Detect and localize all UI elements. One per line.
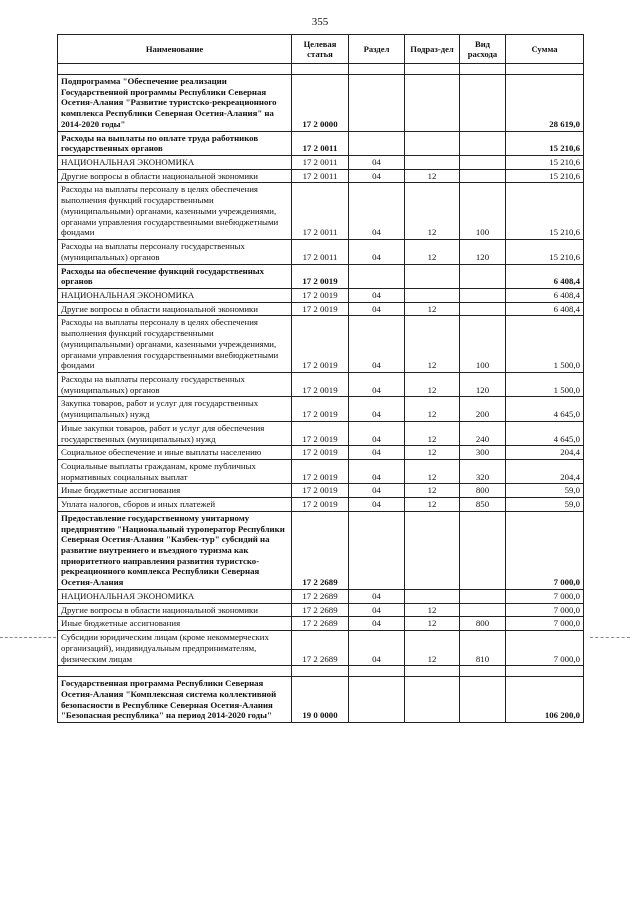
- cell-kind: [460, 288, 506, 302]
- cell-sum: 6 408,4: [506, 264, 584, 288]
- cell-kind: [460, 156, 506, 170]
- cell-subsection: 12: [405, 631, 460, 666]
- cell-sum: 15 210,6: [506, 131, 584, 155]
- cell-code: 17 2 0019: [292, 484, 349, 498]
- cell-section: 04: [349, 156, 405, 170]
- cell-name: Другие вопросы в области национальной экономики: [58, 302, 292, 316]
- cell-subsection: [405, 131, 460, 155]
- cell-name: Расходы на обеспечение функций государственных органов: [58, 264, 292, 288]
- cell-code: 17 2 0019: [292, 460, 349, 484]
- cell-section: 04: [349, 589, 405, 603]
- cell-name: Расходы на выплаты персоналу в целях обеспечения выполнения функций государственными (муниципальными) органами, казенными учреждениями, органами управления государственными внебюджетными фондами: [58, 316, 292, 373]
- scan-artifact-left: [0, 637, 56, 638]
- cell-sum: 59,0: [506, 498, 584, 512]
- cell-code: 17 2 2689: [292, 589, 349, 603]
- cell-section: 04: [349, 460, 405, 484]
- table-header: [58, 35, 584, 64]
- cell-sum: 6 408,4: [506, 302, 584, 316]
- cell-kind: 120: [460, 372, 506, 396]
- cell-sum: 15 210,6: [506, 240, 584, 264]
- cell-sum: 15 210,6: [506, 169, 584, 183]
- spacer-cell: [292, 666, 349, 677]
- table-row: [58, 498, 584, 512]
- cell-sum: 1 500,0: [506, 316, 584, 373]
- table-row: [58, 240, 584, 264]
- cell-subsection: 12: [405, 169, 460, 183]
- cell-kind: 100: [460, 183, 506, 240]
- cell-kind: 100: [460, 316, 506, 373]
- table-row: [58, 183, 584, 240]
- budget-table: [57, 34, 584, 723]
- spacer-cell: [58, 64, 292, 75]
- cell-kind: [460, 589, 506, 603]
- cell-subsection: 12: [405, 316, 460, 373]
- spacer-cell: [405, 64, 460, 75]
- table-row: [58, 631, 584, 666]
- cell-sum: 204,4: [506, 460, 584, 484]
- cell-sum: 15 210,6: [506, 183, 584, 240]
- cell-name: Расходы на выплаты персоналу в целях обеспечения выполнения функций государственными (муниципальными) органами, казенными учреждениями, органами управления государственными внебюджетными фондами: [58, 183, 292, 240]
- cell-subsection: 12: [405, 183, 460, 240]
- spacer-cell: [349, 64, 405, 75]
- cell-name: Расходы на выплаты персоналу государственных (муниципальных) органов: [58, 372, 292, 396]
- cell-name: Социальные выплаты гражданам, кроме публичных нормативных социальных выплат: [58, 460, 292, 484]
- cell-section: 04: [349, 397, 405, 421]
- table-body: [58, 64, 584, 723]
- cell-name: Иные закупки товаров, работ и услуг для обеспечения государственных (муниципальных) нужд: [58, 421, 292, 445]
- spacer-cell: [506, 666, 584, 677]
- cell-subsection: 12: [405, 498, 460, 512]
- cell-name: НАЦИОНАЛЬНАЯ ЭКОНОМИКА: [58, 589, 292, 603]
- table-row: [58, 302, 584, 316]
- cell-name: Подпрограмма "Обеспечение реализации Государственной программы Республики Северная Осетия-Алания "Развитие туристско-рекреационного комплекса Республики Северная Осетия-Алания" на 2014-2020 годы": [58, 75, 292, 132]
- cell-sum: 4 645,0: [506, 397, 584, 421]
- spacer-cell: [460, 64, 506, 75]
- table-row: [58, 589, 584, 603]
- cell-section: [349, 131, 405, 155]
- table-row: [58, 446, 584, 460]
- cell-code: 17 2 0019: [292, 397, 349, 421]
- cell-section: 04: [349, 302, 405, 316]
- cell-kind: [460, 131, 506, 155]
- cell-sum: 7 000,0: [506, 631, 584, 666]
- cell-section: 04: [349, 316, 405, 373]
- cell-subsection: 12: [405, 240, 460, 264]
- cell-name: Уплата налогов, сборов и иных платежей: [58, 498, 292, 512]
- cell-kind: 240: [460, 421, 506, 445]
- cell-kind: 810: [460, 631, 506, 666]
- table-row: [58, 131, 584, 155]
- cell-subsection: 12: [405, 603, 460, 617]
- cell-name: Иные бюджетные ассигнования: [58, 617, 292, 631]
- cell-kind: [460, 677, 506, 723]
- cell-sum: 7 000,0: [506, 511, 584, 589]
- cell-sum: 204,4: [506, 446, 584, 460]
- table-row: [58, 511, 584, 589]
- cell-section: 04: [349, 446, 405, 460]
- table-row: [58, 288, 584, 302]
- cell-subsection: [405, 156, 460, 170]
- cell-sum: 7 000,0: [506, 589, 584, 603]
- cell-subsection: [405, 677, 460, 723]
- cell-section: 04: [349, 421, 405, 445]
- table-row: [58, 156, 584, 170]
- cell-subsection: [405, 264, 460, 288]
- cell-code: 17 2 0019: [292, 372, 349, 396]
- cell-name: Другие вопросы в области национальной экономики: [58, 603, 292, 617]
- cell-section: 04: [349, 372, 405, 396]
- cell-sum: 7 000,0: [506, 603, 584, 617]
- header-subsection: Подраз-дел: [405, 35, 460, 64]
- cell-kind: 120: [460, 240, 506, 264]
- cell-sum: 1 500,0: [506, 372, 584, 396]
- spacer-row: [58, 666, 584, 677]
- cell-kind: 320: [460, 460, 506, 484]
- spacer-cell: [506, 64, 584, 75]
- cell-section: 04: [349, 498, 405, 512]
- cell-subsection: 12: [405, 397, 460, 421]
- cell-kind: [460, 302, 506, 316]
- cell-kind: 800: [460, 484, 506, 498]
- cell-subsection: 12: [405, 421, 460, 445]
- header-code: Целевая статья: [292, 35, 349, 64]
- cell-section: 04: [349, 617, 405, 631]
- cell-code: 19 0 0000: [292, 677, 349, 723]
- cell-section: 04: [349, 183, 405, 240]
- cell-section: 04: [349, 603, 405, 617]
- cell-name: Иные бюджетные ассигнования: [58, 484, 292, 498]
- cell-code: 17 2 0011: [292, 169, 349, 183]
- cell-name: Социальное обеспечение и иные выплаты населению: [58, 446, 292, 460]
- table-row: [58, 677, 584, 723]
- cell-code: 17 2 0011: [292, 183, 349, 240]
- cell-code: 17 2 0000: [292, 75, 349, 132]
- cell-section: 04: [349, 288, 405, 302]
- table-row: [58, 372, 584, 396]
- table-row: [58, 603, 584, 617]
- cell-name: Закупка товаров, работ и услуг для государственных (муниципальных) нужд: [58, 397, 292, 421]
- cell-kind: 800: [460, 617, 506, 631]
- cell-subsection: 12: [405, 617, 460, 631]
- cell-name: Расходы на выплаты по оплате труда работников государственных органов: [58, 131, 292, 155]
- cell-kind: 200: [460, 397, 506, 421]
- cell-subsection: 12: [405, 302, 460, 316]
- cell-code: 17 2 0019: [292, 446, 349, 460]
- table-row: [58, 397, 584, 421]
- spacer-cell: [292, 64, 349, 75]
- spacer-cell: [58, 666, 292, 677]
- cell-section: [349, 264, 405, 288]
- cell-section: 04: [349, 631, 405, 666]
- cell-sum: 59,0: [506, 484, 584, 498]
- cell-kind: 850: [460, 498, 506, 512]
- cell-sum: 7 000,0: [506, 617, 584, 631]
- cell-code: 17 2 2689: [292, 511, 349, 589]
- cell-section: [349, 677, 405, 723]
- cell-name: Другие вопросы в области национальной экономики: [58, 169, 292, 183]
- page-number: 355: [311, 16, 329, 28]
- cell-kind: 300: [460, 446, 506, 460]
- cell-kind: [460, 511, 506, 589]
- table-row: [58, 617, 584, 631]
- header-sum: Сумма: [506, 35, 584, 64]
- cell-subsection: 12: [405, 460, 460, 484]
- scan-artifact-right: [590, 637, 630, 638]
- spacer-cell: [349, 666, 405, 677]
- table-row: [58, 460, 584, 484]
- table-row: [58, 264, 584, 288]
- cell-sum: 4 645,0: [506, 421, 584, 445]
- cell-code: 17 2 2689: [292, 603, 349, 617]
- cell-kind: [460, 75, 506, 132]
- table-row: [58, 316, 584, 373]
- table-row: [58, 421, 584, 445]
- cell-name: НАЦИОНАЛЬНАЯ ЭКОНОМИКА: [58, 156, 292, 170]
- cell-section: [349, 511, 405, 589]
- cell-name: Субсидии юридическим лицам (кроме некоммерческих организаций), индивидуальным предпринимателям, физическим лицам: [58, 631, 292, 666]
- table-row: [58, 75, 584, 132]
- cell-name: Расходы на выплаты персоналу государственных (муниципальных) органов: [58, 240, 292, 264]
- cell-sum: 15 210,6: [506, 156, 584, 170]
- cell-code: 17 2 0019: [292, 421, 349, 445]
- cell-subsection: 12: [405, 372, 460, 396]
- cell-subsection: [405, 288, 460, 302]
- cell-kind: [460, 169, 506, 183]
- cell-sum: 6 408,4: [506, 288, 584, 302]
- cell-sum: 28 619,0: [506, 75, 584, 132]
- cell-section: 04: [349, 169, 405, 183]
- cell-code: 17 2 0019: [292, 302, 349, 316]
- cell-code: 17 2 0019: [292, 498, 349, 512]
- cell-code: 17 2 2689: [292, 631, 349, 666]
- cell-subsection: 12: [405, 446, 460, 460]
- cell-code: 17 2 0011: [292, 156, 349, 170]
- cell-name: Предоставление государственному унитарному предприятию "Национальный туроператор Республики Северная Осетия-Алания "Казбек-тур" субсидий на развитие внутреннего и въездного туризма как приоритетного направления развития туристско-рекреационного комплекса Республики Северная Осетия-Алания: [58, 511, 292, 589]
- cell-code: 17 2 0019: [292, 288, 349, 302]
- cell-code: 17 2 0011: [292, 131, 349, 155]
- cell-subsection: 12: [405, 484, 460, 498]
- spacer-cell: [405, 666, 460, 677]
- cell-code: 17 2 0011: [292, 240, 349, 264]
- cell-subsection: [405, 511, 460, 589]
- cell-code: 17 2 2689: [292, 617, 349, 631]
- cell-code: 17 2 0019: [292, 316, 349, 373]
- cell-section: 04: [349, 240, 405, 264]
- spacer-row: [58, 64, 584, 75]
- cell-name: Государственная программа Республики Северная Осетия-Алания "Комплексная система коллективной безопасности в Республике Северная Осетия-Алания "Безопасная республика" на период 2014-2020 годы": [58, 677, 292, 723]
- cell-subsection: [405, 589, 460, 603]
- cell-name: НАЦИОНАЛЬНАЯ ЭКОНОМИКА: [58, 288, 292, 302]
- header-section: Раздел: [349, 35, 405, 64]
- cell-sum: 106 200,0: [506, 677, 584, 723]
- cell-code: 17 2 0019: [292, 264, 349, 288]
- cell-kind: [460, 264, 506, 288]
- table-row: [58, 484, 584, 498]
- cell-section: [349, 75, 405, 132]
- header-expense-kind: Вид расхода: [460, 35, 506, 64]
- table-row: [58, 169, 584, 183]
- cell-subsection: [405, 75, 460, 132]
- spacer-cell: [460, 666, 506, 677]
- header-name: Наименование: [58, 35, 292, 64]
- cell-kind: [460, 603, 506, 617]
- cell-section: 04: [349, 484, 405, 498]
